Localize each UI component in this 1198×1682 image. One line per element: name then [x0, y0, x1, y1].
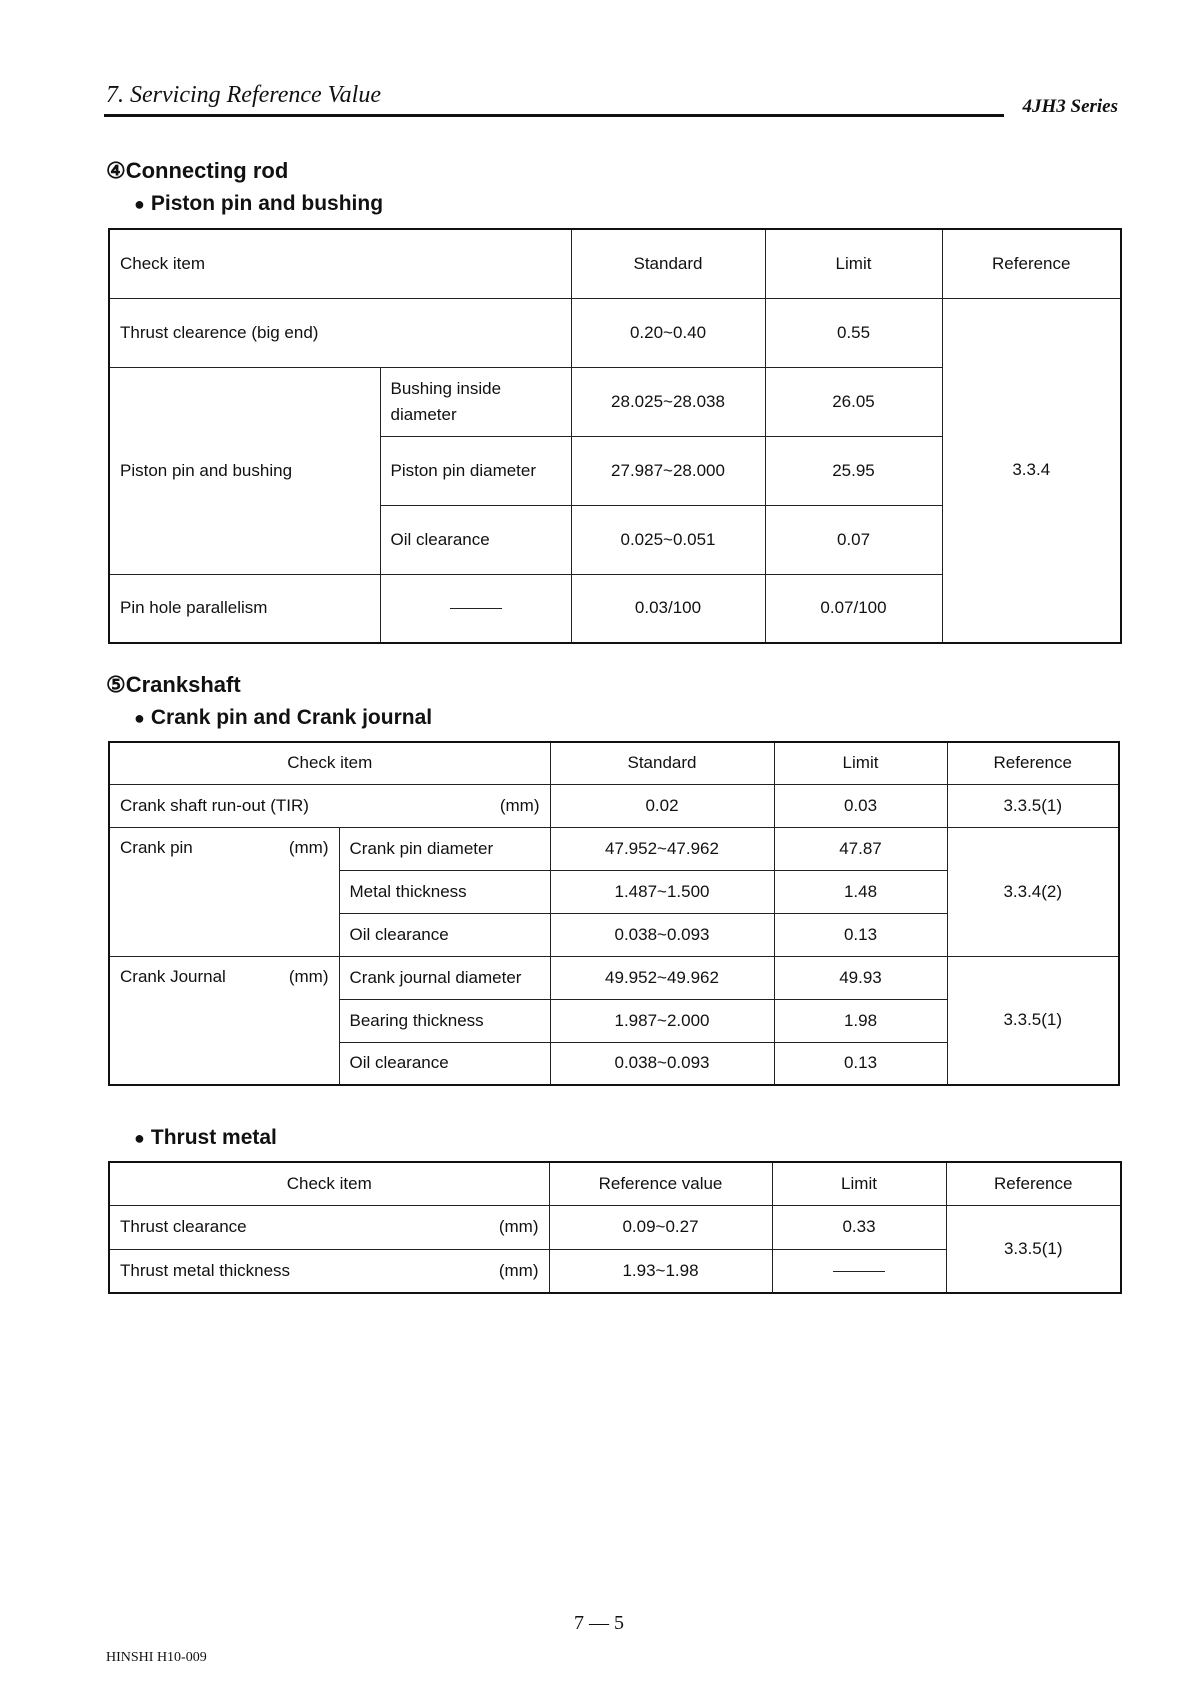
row-limit: 0.33 [772, 1205, 946, 1249]
row-limit: 26.05 [765, 367, 942, 436]
row-reference: 3.3.4 [942, 298, 1121, 643]
crankshaft-table [108, 741, 1120, 1086]
section-crankshaft-heading: ⑤Crankshaft [106, 672, 241, 697]
row-sub-item: Bearing thickness [339, 999, 550, 1042]
col-check-item: Check item [109, 1162, 549, 1205]
row-limit: 0.07/100 [765, 574, 942, 643]
row-standard: 0.038~0.093 [550, 1042, 774, 1085]
row-standard: 0.038~0.093 [550, 913, 774, 956]
row-standard: 1.987~2.000 [550, 999, 774, 1042]
row-limit: 1.48 [774, 870, 947, 913]
group-label: Crank pin (mm) [109, 827, 339, 956]
table-row [109, 784, 1119, 827]
row-standard: 0.025~0.051 [571, 505, 765, 574]
empty-dash-cell [380, 574, 571, 643]
table-row [109, 827, 1119, 870]
row-limit: 0.03 [774, 784, 947, 827]
subsection-piston-pin-heading: ● Piston pin and bushing [134, 192, 384, 215]
col-limit: Limit [772, 1162, 946, 1205]
row-sub-item: Crank journal diameter [339, 956, 550, 999]
subsection-thrust-metal-heading: ● Thrust metal [134, 1126, 277, 1149]
col-limit: Limit [774, 742, 947, 784]
piston-pin-table [108, 228, 1122, 644]
row-reference: 3.3.5(1) [946, 1205, 1121, 1293]
row-sub-item: Bushing inside diameter [380, 367, 571, 436]
row-item: Thrust clearence (big end) [109, 298, 571, 367]
row-limit: 49.93 [774, 956, 947, 999]
row-standard: 28.025~28.038 [571, 367, 765, 436]
col-check-item: Check item [109, 742, 550, 784]
row-limit: 1.98 [774, 999, 947, 1042]
row-sub-item: Oil clearance [339, 913, 550, 956]
row-item: Crank shaft run-out (TIR) (mm) [109, 784, 550, 827]
table-header-row [109, 229, 1121, 298]
col-standard: Standard [550, 742, 774, 784]
col-reference: Reference [942, 229, 1121, 298]
row-limit: 0.13 [774, 913, 947, 956]
dash-mark [450, 608, 502, 609]
table-header-row [109, 1162, 1121, 1205]
thrust-metal-table [108, 1161, 1122, 1294]
page-header-series: 4JH3 Series [1022, 96, 1118, 117]
row-standard: 0.20~0.40 [571, 298, 765, 367]
row-limit: 47.87 [774, 827, 947, 870]
col-check-item: Check item [109, 229, 571, 298]
table-row [109, 298, 1121, 367]
row-limit: 0.55 [765, 298, 942, 367]
row-reference: 3.3.4(2) [947, 827, 1119, 956]
row-value: 1.93~1.98 [549, 1249, 772, 1293]
document-code: HINSHI H10-009 [106, 1650, 207, 1665]
page-number: 7 — 5 [574, 1612, 624, 1634]
col-limit: Limit [765, 229, 942, 298]
row-limit: 0.07 [765, 505, 942, 574]
bullet-icon: ● [134, 708, 145, 728]
header-rule [104, 114, 1004, 117]
col-standard: Standard [571, 229, 765, 298]
row-reference: 3.3.5(1) [947, 956, 1119, 1085]
row-sub-item: Metal thickness [339, 870, 550, 913]
row-value: 0.09~0.27 [549, 1205, 772, 1249]
row-item: Pin hole parallelism [109, 574, 380, 643]
row-item: Thrust metal thickness (mm) [109, 1249, 549, 1293]
bullet-icon: ● [134, 194, 145, 214]
row-standard: 49.952~49.962 [550, 956, 774, 999]
row-standard: 27.987~28.000 [571, 436, 765, 505]
table-row [109, 956, 1119, 999]
row-sub-item: Oil clearance [339, 1042, 550, 1085]
row-item: Thrust clearance (mm) [109, 1205, 549, 1249]
row-sub-item: Oil clearance [380, 505, 571, 574]
group-label: Crank Journal (mm) [109, 956, 339, 1085]
col-reference: Reference [946, 1162, 1121, 1205]
row-limit: 0.13 [774, 1042, 947, 1085]
section-connecting-rod-heading: ④Connecting rod [106, 158, 289, 183]
page-header-title: 7. Servicing Reference Value [106, 82, 381, 108]
subsection-crank-pin-heading: ● Crank pin and Crank journal [134, 706, 433, 729]
row-limit: 25.95 [765, 436, 942, 505]
table-header-row [109, 742, 1119, 784]
col-reference-value: Reference value [549, 1162, 772, 1205]
row-reference: 3.3.5(1) [947, 784, 1119, 827]
empty-dash-cell [772, 1249, 946, 1293]
row-standard: 1.487~1.500 [550, 870, 774, 913]
table-row [109, 1205, 1121, 1249]
row-standard: 47.952~47.962 [550, 827, 774, 870]
group-label: Piston pin and bushing [109, 367, 380, 574]
bullet-icon: ● [134, 1128, 145, 1148]
dash-mark [833, 1271, 885, 1272]
row-standard: 0.03/100 [571, 574, 765, 643]
row-standard: 0.02 [550, 784, 774, 827]
col-reference: Reference [947, 742, 1119, 784]
row-sub-item: Crank pin diameter [339, 827, 550, 870]
row-sub-item: Piston pin diameter [380, 436, 571, 505]
